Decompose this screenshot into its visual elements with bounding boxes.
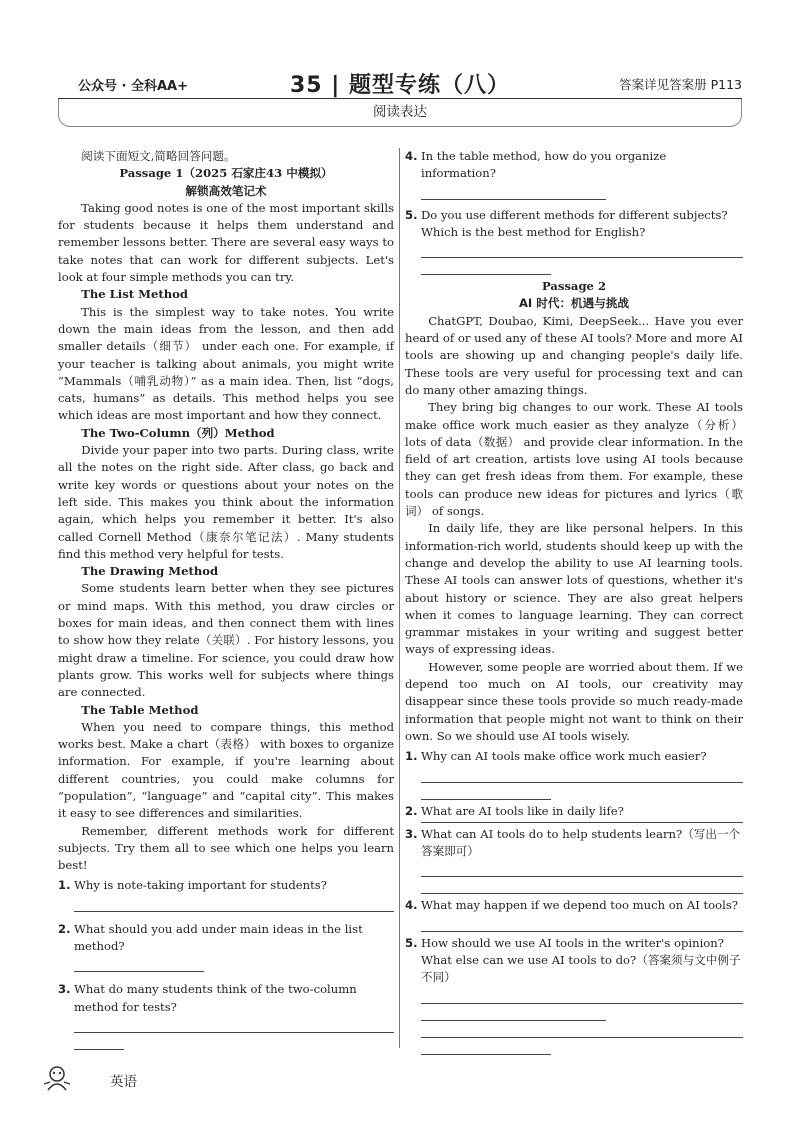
passage2-title: AI 时代：机遇与挑战 <box>518 296 630 311</box>
question-text: What are AI tools like in daily life? <box>421 803 624 818</box>
passage2-label: Passage 2 <box>541 279 607 294</box>
header-left-label: 公众号 · 全科AA+ <box>78 79 189 94</box>
question-text: What can AI tools do to help students learn?（写出一个答案即可） <box>421 826 741 859</box>
heading-two-column-method: The Two-Column（列）Method <box>81 425 275 440</box>
answer-line[interactable] <box>421 766 743 783</box>
question-number: 3. <box>405 826 418 841</box>
subject-label: 英语 <box>110 1074 137 1090</box>
question-number: 5. <box>405 935 418 950</box>
question-number: 4. <box>405 149 418 163</box>
page-title: 35 | 题型专练（八） <box>290 73 510 98</box>
question-number: 2. <box>405 803 418 818</box>
question-number: 4. <box>405 898 418 913</box>
answer-line[interactable] <box>421 820 743 823</box>
passage2-paragraph: They bring big changes to our work. These AI tools make office work much easier as they analyze（分析） lots of data（数据） and provide clear information. In the field of art creation, artists love using AI tools because they can get fresh ideas from them. For example, these tools can produce new ideas for pictures and lyrics（歌词） of songs. <box>405 400 743 519</box>
passage2-paragraph: However, some people are worried about them. If we depend too much on AI tools, our creativity may disappear since these tools provide so much ready-made information that people might not want to think on their own. So we should use AI tools wisely. <box>405 659 743 743</box>
question-number: 5. <box>405 207 418 222</box>
question-number: 1. <box>405 749 418 764</box>
heading-list-method: The List Method <box>81 287 188 302</box>
paragraph-list-method: This is the simplest way to take notes. You write down the main ideas from the lesson, and then add smaller details（细节） under each one. For example, if your teacher is talking about animals, you might write “Mammals（哺乳动物）” as a main idea. Then, list “dogs, cats, humans” as details. This method helps you see which ideas are most important and how they connect. <box>58 304 394 423</box>
question-text: What may happen if we depend too much on AI tools? <box>421 898 738 913</box>
section-subtitle: 阅读表达 <box>58 99 742 127</box>
answer-line[interactable] <box>421 987 743 1004</box>
question-number: 2. <box>58 921 71 936</box>
answer-line[interactable] <box>421 783 551 800</box>
question-text: What do many students think of the two-column method for tests? <box>74 982 357 1014</box>
question-text: Do you use different methods for different subjects? Which is the best method for English? <box>421 207 728 239</box>
question-item <box>58 921 394 956</box>
answer-line[interactable] <box>74 1033 124 1050</box>
heading-table-method: The Table Method <box>81 702 199 717</box>
passage1-intro: Taking good notes is one of the most important skills for students because it helps them understand and remember lessons better. There are several easy ways to take notes that can work for different subjects. Let's look at four simple methods you can try. <box>58 200 394 285</box>
question-number: 3. <box>58 982 71 997</box>
passage1-title: 解锁高效笔记术 <box>185 183 267 198</box>
question-text: How should we use AI tools in the writer's opinion? What else can we use AI tools to do?（答案须与文中例子不同） <box>421 935 741 985</box>
question-text: Why can AI tools make office work much easier? <box>421 749 707 764</box>
instruction: 阅读下面短文,简略回答问题。 <box>81 149 236 163</box>
paragraph-two-column-method: Divide your paper into two parts. During class, write all the notes on the right side. After class, go back and write key words or questions about your notes on the left side. This makes you think about the information again, which helps you remember it better. It's also called Cornell Method（康奈尔笔记法）. Many students find this method very helpful for tests. <box>58 443 394 561</box>
answer-line[interactable] <box>421 241 743 258</box>
right-column <box>405 148 743 1055</box>
page-header <box>0 0 800 130</box>
question-item <box>405 897 743 914</box>
answer-line[interactable] <box>421 877 743 894</box>
passage1-label: Passage 1（2025 石家庄43 中模拟） <box>119 166 333 181</box>
question-text: Why is note-taking important for students? <box>74 878 327 893</box>
answer-reference: 答案详见答案册 P113 <box>619 77 742 92</box>
question-item <box>405 826 743 861</box>
answer-line[interactable] <box>421 915 743 932</box>
question-item <box>405 803 743 820</box>
question-item <box>58 981 394 1016</box>
left-column <box>58 148 394 1050</box>
question-text: In the table method, how do you organize information? <box>421 149 667 181</box>
passage2-paragraph: In daily life, they are like personal helpers. In this information-rich world, students should keep up with the change and develop the ability to use AI learning tools. These AI tools can answer lots of questions, whether it's about history or science. They are also great helpers when it comes to language learning. They can correct grammar mistakes in your writing and suggest better ways of expressing ideas. <box>405 521 743 657</box>
heading-drawing-method: The Drawing Method <box>81 564 219 579</box>
answer-line[interactable] <box>421 1038 551 1055</box>
answer-line[interactable] <box>421 258 551 275</box>
question-item <box>405 207 743 242</box>
answer-line[interactable] <box>421 1004 606 1021</box>
passage2-paragraph: ChatGPT, Doubao, Kimi, DeepSeek... Have you ever heard of or used any of these AI tools? More and more AI tools are showing up and changing people's daily life. These tools are very useful for processing text and can do many other amazing things. <box>405 313 743 397</box>
question-item <box>405 935 743 987</box>
answer-line[interactable] <box>74 1016 394 1033</box>
question-text: What should you add under main ideas in the list method? <box>74 921 363 954</box>
question-number: 1. <box>58 878 71 893</box>
mascot-icon <box>42 1064 72 1092</box>
paragraph-table-method: When you need to compare things, this method works best. Make a chart（表格） with boxes to organize information. For example, if you're learning about different countries, you could make columns for “population”, “language” and “capital city”. This makes it easy to see differences and similarities. <box>58 719 394 821</box>
question-item <box>58 877 394 894</box>
answer-line[interactable] <box>421 183 606 200</box>
paragraph-conclusion: Remember, different methods work for different subjects. Try them all to see which one helps you learn best! <box>58 823 394 873</box>
column-divider <box>399 148 400 1048</box>
answer-line[interactable] <box>74 955 204 972</box>
question-item <box>405 148 743 183</box>
paragraph-drawing-method: Some students learn better when they see pictures or mind maps. With this method, you draw circles or boxes for main ideas, and then connect them with lines to show how they relate（关联）. For history lessons, you might draw a timeline. For science, you could draw how plants grow. This works well for subjects where things are connected. <box>58 581 394 700</box>
answer-line[interactable] <box>74 895 394 912</box>
answer-line[interactable] <box>421 860 743 877</box>
answer-line[interactable] <box>421 1021 743 1038</box>
question-item <box>405 748 743 765</box>
